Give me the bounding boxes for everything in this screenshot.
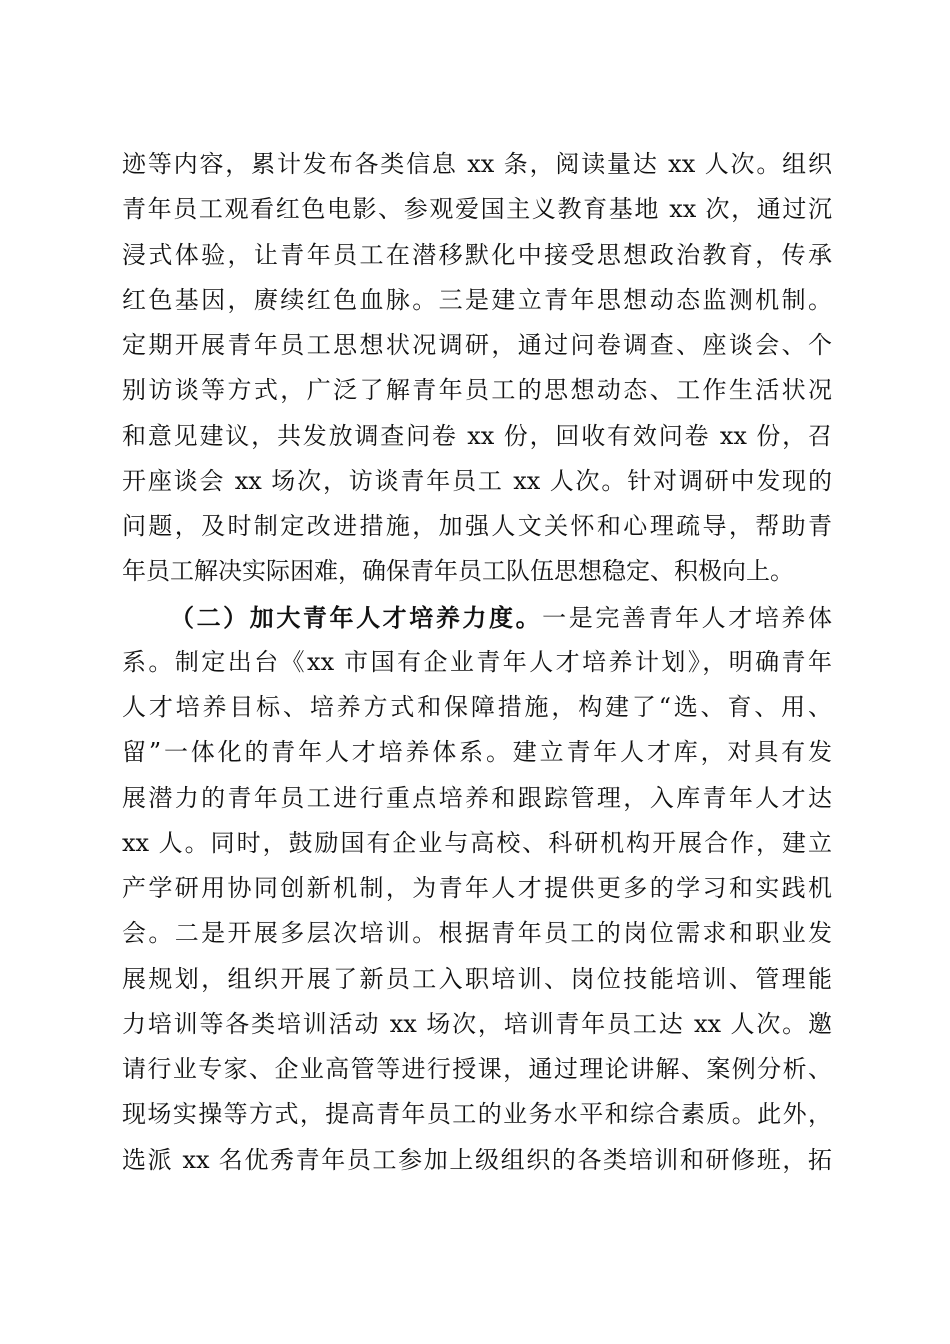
text-line-3: 浸式体验，让青年员工在潜移默化中接受思想政治教育，传承 <box>122 240 832 269</box>
body-text <box>122 142 832 1183</box>
text-line-8: 开座谈会 xx 场次，访谈青年员工 xx 人次。针对调研中发现的 <box>122 466 832 495</box>
section-2-first-line-text: 一是完善青年人才培养体 <box>542 603 832 632</box>
text-line-13: 人才培养目标、培养方式和保障措施，构建了“选、育、用、 <box>122 693 832 721</box>
text-line-22: 现场实操等方式，提高青年员工的业务水平和综合素质。此外， <box>122 1100 832 1129</box>
text-line-9: 问题，及时制定改进措施，加强人文关怀和心理疏导，帮助青 <box>122 512 832 540</box>
text-line-2: 青年员工观看红色电影、参观爱国主义教育基地 xx 次，通过沉 <box>122 195 832 224</box>
text-line-20: 力培训等各类培训活动 xx 场次，培训青年员工达 xx 人次。邀 <box>122 1009 832 1038</box>
text-line-7: 和意见建议，共发放调查问卷 xx 份，回收有效问卷 xx 份，召 <box>122 421 832 450</box>
text-line-18: 会。二是开展多层次培训。根据青年员工的岗位需求和职业发 <box>122 919 832 948</box>
text-line-16: xx 人。同时，鼓励国有企业与高校、科研机构开展合作，建立 <box>122 828 832 857</box>
text-line-19: 展规划，组织开展了新员工入职培训、岗位技能培训、管理能 <box>122 964 832 993</box>
text-line-5: 定期开展青年员工思想状况调研，通过问卷调查、座谈会、个 <box>122 331 832 359</box>
text-line-15: 展潜力的青年员工进行重点培养和跟踪管理，入库青年人才达 <box>122 783 832 812</box>
text-line-1: 迹等内容，累计发布各类信息 xx 条，阅读量达 xx 人次。组织 <box>122 150 832 178</box>
text-line-12: 系。制定出台《xx 市国有企业青年人才培养计划》，明确青年 <box>122 647 832 676</box>
section-2-first-line <box>122 595 832 640</box>
text-line-6: 别访谈等方式，广泛了解青年员工的思想动态、工作生活状况 <box>122 376 832 405</box>
text-line-21: 请行业专家、企业高管等进行授课，通过理论讲解、案例分析、 <box>122 1055 832 1083</box>
text-line-4: 红色基因，赓续红色血脉。三是建立青年思想动态监测机制。 <box>122 285 832 314</box>
text-line-14: 留”一体化的青年人才培养体系。建立青年人才库，对具有发 <box>122 738 832 767</box>
text-line-23: 选派 xx 名优秀青年员工参加上级组织的各类培训和研修班，拓 <box>122 1145 832 1174</box>
text-line-10: 年员工解决实际困难，确保青年员工队伍思想稳定、积极向上。 <box>122 557 794 586</box>
section-2-heading: （二）加大青年人才培养力度。 <box>170 602 543 632</box>
text-line-17: 产学研用协同创新机制，为青年人才提供更多的学习和实践机 <box>122 874 832 902</box>
